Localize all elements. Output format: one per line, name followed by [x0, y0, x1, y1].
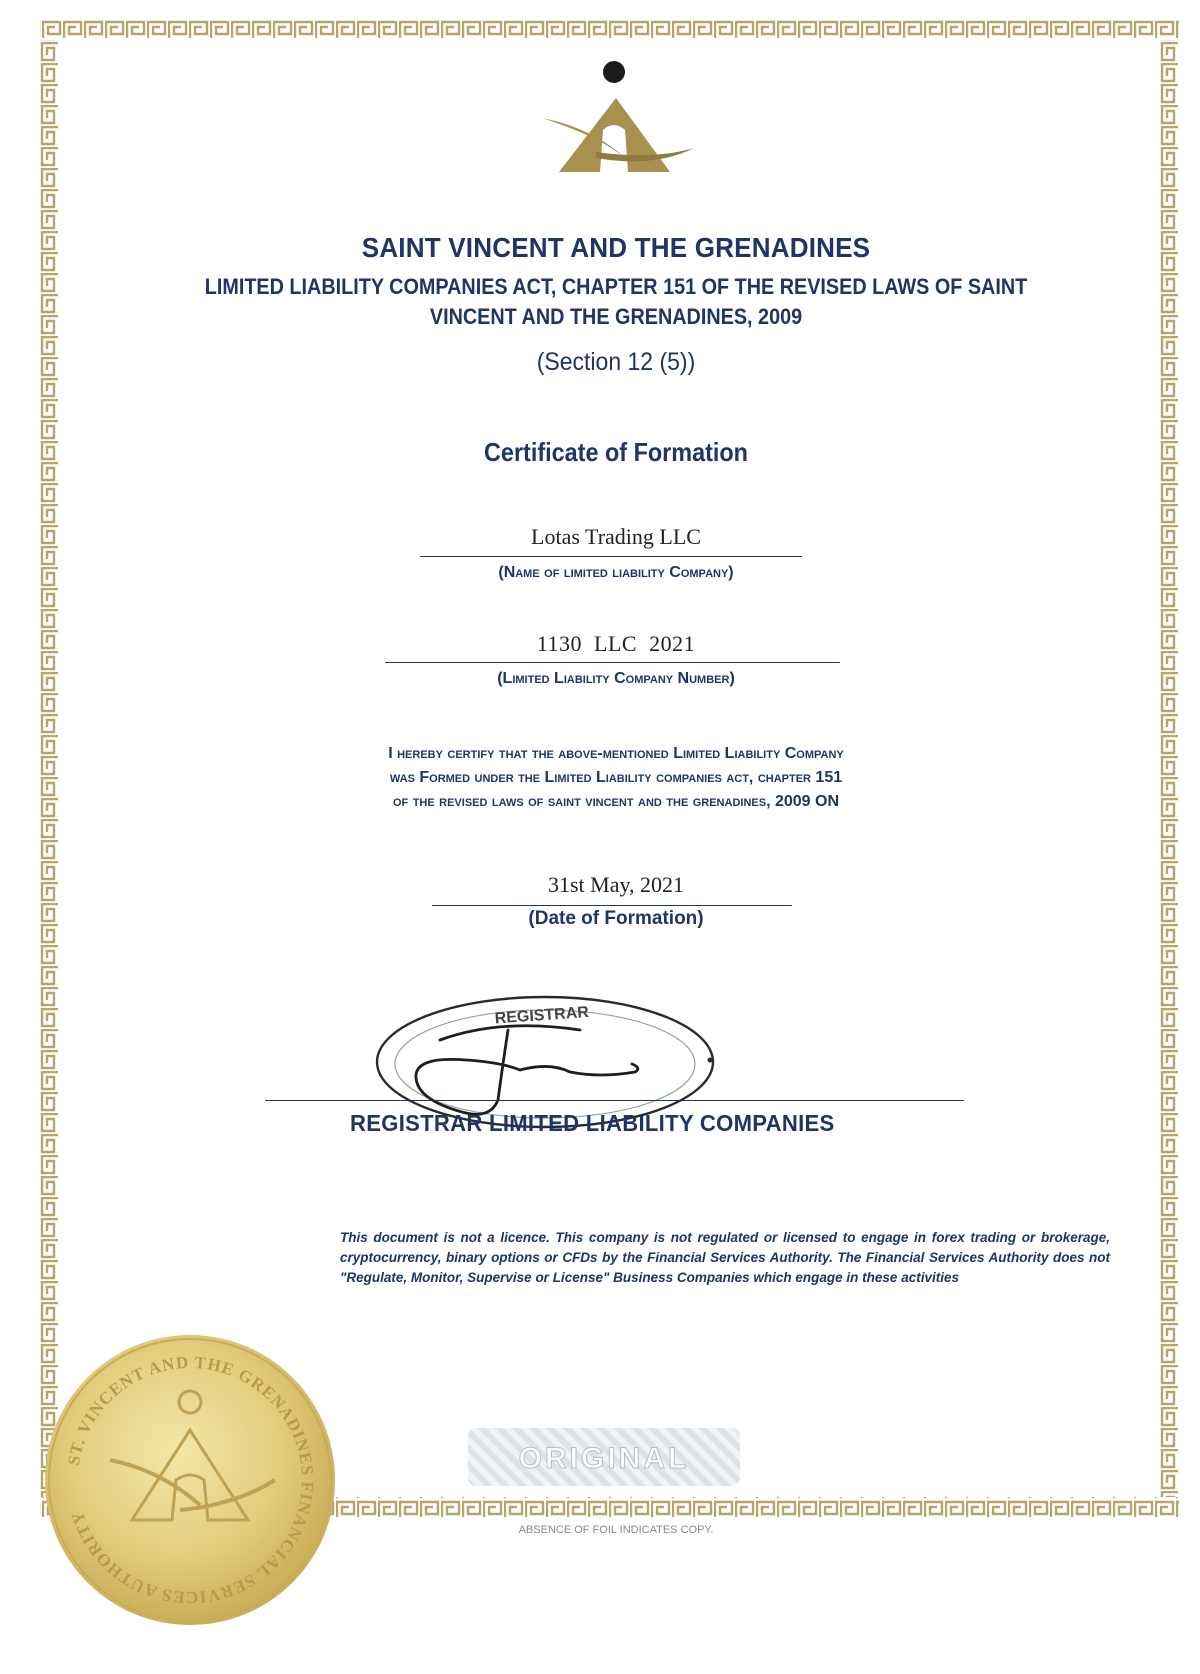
act-line-2: VINCENT AND THE GRENADINES, 2009 — [429, 304, 803, 329]
country-heading: SAINT VINCENT AND THE GRENADINES — [361, 232, 871, 263]
certification-line-1: I hereby certify that the above-mentioned Limited Liability Company — [388, 745, 844, 762]
certification-text — [0, 742, 1200, 814]
registrar-stamp-label: REGISTRAR — [494, 1003, 590, 1028]
seal-ring-text: ST. VINCENT AND THE GRENADINES FINANCIAL SERVICES AUTHORITY — [63, 1352, 318, 1608]
foil-label: ORIGINAL — [518, 1442, 690, 1475]
gold-seal-icon — [40, 1330, 340, 1630]
company-number: 1130 LLC 2021 — [536, 631, 696, 656]
registrar-title: REGISTRAR LIMITED LIABILITY COMPANIES — [350, 1110, 835, 1136]
company-name-caption: (Name of limited liability Company) — [498, 564, 734, 581]
company-number-line — [385, 662, 840, 663]
act-line-1: LIMITED LIABILITY COMPANIES ACT, CHAPTER 151 OF THE REVISED LAWS OF SAINT — [204, 274, 1028, 299]
company-name: Lotas Trading LLC — [531, 524, 701, 549]
certification-line-2: was Formed under the Limited Liability companies act, chapter 151 — [389, 769, 843, 786]
section-reference: (Section 12 (5)) — [536, 348, 696, 376]
signature-line — [265, 1100, 964, 1101]
act-heading — [62, 272, 1171, 332]
company-number-caption: (Limited Liability Company Number) — [497, 670, 735, 687]
formation-date: 31st May, 2021 — [547, 872, 685, 897]
formation-date-caption: (Date of Formation) — [528, 908, 704, 929]
fsa-logo-icon — [534, 60, 694, 180]
disclaimer-text: This document is not a licence. This company is not regulated or licensed to engage in forex trading or brokerage, cryptocurrency, binary options or CFDs by the Financial Services Authority. The Financial Services Authority does not "Regulate, Monitor, Supervise or License" Business Companies which engage in these activities — [340, 1230, 1110, 1285]
company-name-line — [420, 556, 802, 557]
certificate-title: Certificate of Formation — [484, 437, 748, 467]
original-foil-hologram — [468, 1428, 740, 1486]
formation-date-line — [432, 905, 792, 906]
certification-line-3: of the revised laws of saint vincent and the grenadines, 2009 ON — [392, 793, 839, 810]
foil-notice: ABSENCE OF FOIL INDICATES COPY. — [518, 1524, 714, 1536]
